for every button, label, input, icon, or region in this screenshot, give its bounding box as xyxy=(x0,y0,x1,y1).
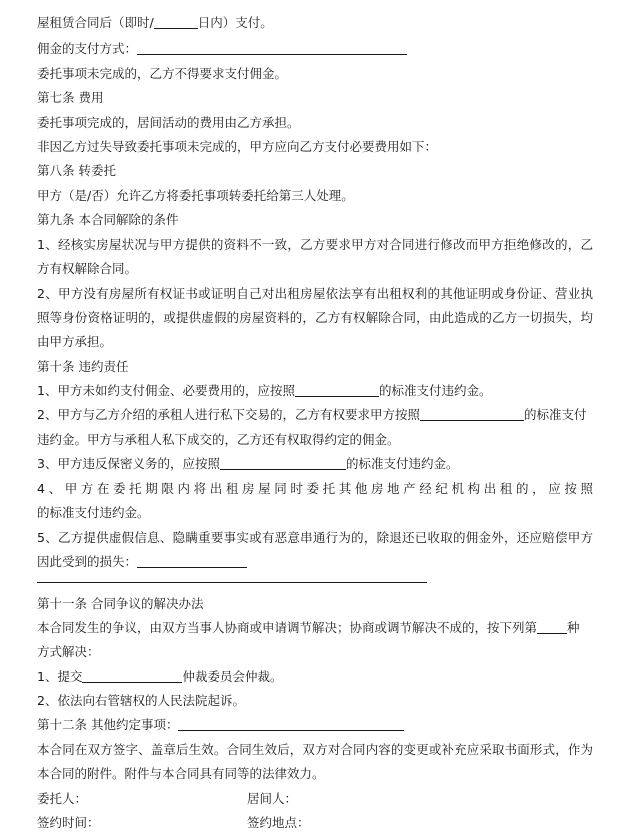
article-10-heading: 第十条 违约责任 xyxy=(37,359,129,374)
liability-item-2-cont: 违约金。甲方与承租人私下成交的，乙方还有权取得约定的佣金。 xyxy=(37,432,400,447)
other-terms-field[interactable] xyxy=(178,716,404,731)
article-7-heading: 第七条 费用 xyxy=(37,90,104,105)
termination-item-1-cont: 方有权解除合同。 xyxy=(37,261,138,276)
article-9-heading: 第九条 本合同解除的条件 xyxy=(37,212,179,227)
liability-item-5-cont xyxy=(37,553,247,571)
signing-time-label: 签约时间： xyxy=(37,815,100,830)
arbitration-text: 1、提交 xyxy=(37,669,83,684)
dispute-clause-cont: 方式解决： xyxy=(37,644,100,659)
liability-item-3-text: 3、甲方违反保密义务的，应按照 xyxy=(37,456,220,471)
clause-necessary-cost: 非因乙方过失导致委托事项未完成的，甲方应向乙方支付必要费用如下： xyxy=(37,139,438,154)
article-12-line xyxy=(37,716,404,734)
payment-timing-text-end: 日内）支付。 xyxy=(197,15,273,30)
clause-no-commission: 委托事项未完成的，乙方不得要求支付佣金。 xyxy=(37,66,288,81)
dispute-option-1 xyxy=(37,668,282,686)
clause-text-payment-timing xyxy=(37,14,273,32)
commission-method-label: 佣金的支付方式： xyxy=(37,41,138,56)
effectiveness-clause-cont: 本合同的附件。附件与本合同具有同等的法律效力。 xyxy=(37,766,325,781)
dispute-clause-end: 种 xyxy=(567,620,580,635)
blank-days-field[interactable] xyxy=(154,14,198,29)
liability-3-rate-field[interactable] xyxy=(220,455,346,470)
termination-item-1: 1、经核实房屋状况与甲方提供的资料不一致，乙方要求甲方对合同进行修改而甲方拒绝修改的，乙 xyxy=(37,237,593,252)
liability-item-1-end: 的标准支付违约金。 xyxy=(378,383,492,398)
dispute-method-field[interactable] xyxy=(537,619,567,634)
commission-method-line xyxy=(37,40,407,58)
dispute-clause xyxy=(37,619,580,637)
dispute-clause-text: 本合同发生的争议，由双方当事人协商或申请调节解决；协商或调节解决不成的，按下列第 xyxy=(37,620,538,635)
termination-item-2-cont: 照等身份资格证明的，或提供虚假的房屋资料的，乙方有权解除合同，由此造成的乙方一切损失，均 xyxy=(37,310,593,325)
liability-item-2 xyxy=(37,406,586,424)
article-11-heading: 第十一条 合同争议的解决办法 xyxy=(37,596,204,611)
payment-timing-text: 屋租赁合同后（即时/ xyxy=(37,15,154,30)
separator-line xyxy=(37,582,427,583)
liability-item-3 xyxy=(37,455,458,473)
arbitration-committee-field[interactable] xyxy=(82,668,182,683)
liability-2-rate-field[interactable] xyxy=(420,406,524,421)
termination-item-2: 2、甲方没有房屋所有权证书或证明自己对出租房屋依法享有出租权利的其他证明或身份证、营业执 xyxy=(37,286,593,301)
loss-amount-field[interactable] xyxy=(137,553,247,568)
liability-item-4-cont: 的标准支付违约金。 xyxy=(37,505,150,520)
clause-subdelegation: 甲方（是/否）允许乙方将委托事项转委托给第三人处理。 xyxy=(37,188,354,203)
liability-item-5: 5、乙方提供虚假信息、隐瞒重要事实或有恶意串通行为的，除退还已收取的佣金外，还应赔偿甲方 xyxy=(37,530,593,545)
article-12-heading: 第十二条 其他约定事项： xyxy=(37,717,179,732)
liability-item-1 xyxy=(37,382,491,400)
liability-item-2-text: 2、甲方与乙方介绍的承租人进行私下交易的，乙方有权要求甲方按照 xyxy=(37,407,420,422)
arbitration-text-end: 仲裁委员会仲裁。 xyxy=(182,669,283,684)
liability-item-1-text: 1、甲方未如约支付佣金、必要费用的，应按照 xyxy=(37,383,295,398)
signature-broker-label: 居间人： xyxy=(247,791,298,806)
clause-cost-borne: 委托事项完成的，居间活动的费用由乙方承担。 xyxy=(37,115,300,130)
liability-1-rate-field[interactable] xyxy=(295,382,379,397)
commission-method-field[interactable] xyxy=(137,40,407,55)
signing-place-label: 签约地点： xyxy=(247,815,310,830)
liability-item-4: 4、甲方在委托期限内将出租房屋同时委托其他房地产经纪机构出租的，应按照 xyxy=(37,481,593,496)
signature-client-label: 委托人： xyxy=(37,791,88,806)
loss-label: 因此受到的损失： xyxy=(37,554,138,569)
effectiveness-clause: 本合同在双方签字、盖章后生效。合同生效后，双方对合同内容的变更或补充应采取书面形式，作为 xyxy=(37,742,593,757)
dispute-option-2: 2、依法向右管辖权的人民法院起诉。 xyxy=(37,693,245,708)
liability-item-3-end: 的标准支付违约金。 xyxy=(345,456,459,471)
article-8-heading: 第八条 转委托 xyxy=(37,163,116,178)
liability-item-2-end: 的标准支付 xyxy=(523,407,587,422)
termination-item-2-end: 由甲方承担。 xyxy=(37,334,113,349)
